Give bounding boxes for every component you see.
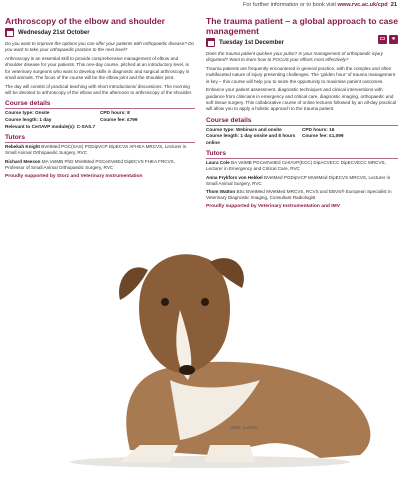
person-icon: ●	[389, 35, 398, 44]
tutor	[5, 159, 195, 171]
course-title: Arthroscopy of the elbow and shoulder	[5, 16, 165, 26]
course-title: The trauma patient – a global approach to case management	[206, 16, 398, 36]
course-intro: Does the trauma patient quicken your pulse? Is your management of orthopaedic injury disjointed? Want to learn how to FOCUS your efforts most effectively?	[206, 51, 383, 63]
course-length: Course length: 1 day	[5, 116, 52, 122]
course-date	[5, 28, 195, 37]
page-number: 21	[390, 2, 397, 8]
dog-nose	[179, 365, 195, 375]
tutor-name: Richard Meeson	[5, 158, 41, 164]
monitor-icon: ▭	[379, 36, 386, 42]
calendar-icon	[206, 38, 215, 47]
dog-paw	[120, 445, 178, 462]
date-text: Tuesday 1st December	[219, 39, 284, 46]
tutor	[5, 144, 195, 156]
tutor-name: Laura Cole	[206, 160, 230, 166]
header-url[interactable]: www.rvc.ac.uk/cpd	[337, 2, 388, 8]
tutor-credentials: BVetMed PGDipVCP MVetMed DipECVS MRCVS, Lecturer in Small Animal Surgery, RVC	[206, 174, 391, 186]
header-text	[243, 2, 397, 8]
course-type: Course type: Webinars and onsite	[206, 126, 282, 132]
course-format-icons	[378, 35, 398, 44]
tutor-credentials: BA VetMB PGCertVetEd CertAVP(ECC) DipACVECC DipECVECC MRCVS, Lecturer in Emergency and Critical Care, RVC	[206, 160, 386, 172]
header-info: For further information or to book visit	[242, 2, 336, 8]
cpd-hours: CPD hours: 16	[302, 126, 335, 132]
sponsor-note: Proudly supported by Veterinary Instrumentation and IMV	[206, 204, 340, 210]
tutor-credentials: MA VetMB PhD MVetMed PGCertVetEd DipECVS FHEA FRCVS, Professor of Small Animal Orthopaedic Surgery, RVC	[5, 158, 176, 170]
tutors-heading: Tutors	[206, 150, 398, 159]
tutor	[206, 189, 398, 201]
tutors-heading: Tutors	[5, 134, 195, 143]
tutor-name: Thom Watton	[206, 189, 236, 195]
tutor	[206, 175, 398, 187]
dog-eye	[201, 298, 209, 306]
course-date	[206, 38, 398, 47]
details-heading: Course details	[5, 100, 195, 109]
course-right	[206, 16, 398, 209]
course-type: Course type: Onsite	[5, 110, 50, 116]
course-paragraph: Trauma patients are frequently encountered in general practice, with the complex and often multifaceted nature of injury presenting challenges. The ‘golden hour’ of trauma management is key – this course will help you to seize the opportunity to maximise patient outcomes.	[206, 66, 396, 84]
cpd-hours: CPD hours: 8	[100, 110, 130, 116]
details-heading: Course details	[206, 117, 398, 126]
calendar-icon	[5, 28, 14, 37]
tutor-credentials: BSc BVetMed MVetMed MRCVS, RCVS and EBVS® European Specialist in Veterinary Diagnostic Imaging, Consultant Radiologist	[206, 189, 392, 201]
course-intro: Do you want to improve the options you can offer your patients with orthopaedic disease? Do you want to take your orthopaedic practice to the next level?	[5, 41, 194, 53]
photo-caption: Olive, Lurcher	[230, 425, 259, 430]
course-paragraph: Arthroscopy is an essential skill to provide comprehensive management of elbow and shoulder disease for your patients. This one-day course, pitched at an introductory level, is for veterinary surgeons who want to develop skills in diagnostic and surgical arthroscopy in small animals. The focus of the course will be the elbow joint and the shoulder joint.	[5, 56, 190, 80]
dog-photo	[60, 240, 400, 470]
course-details	[206, 127, 398, 147]
date-text: Wednesday 21st October	[18, 29, 90, 36]
tutor	[206, 160, 398, 172]
course-paragraph: The day will consist of practical teaching with short introductions/ discussions. The morning will be devoted to arthroscopy of the elbow and the afternoon to arthroscopy of the shoulder.	[5, 83, 193, 96]
course-fee: Course fee: £1,099	[302, 133, 344, 139]
dog-body	[126, 362, 370, 458]
dog-paw	[205, 445, 255, 462]
relevant-module: Relevant to CertAVP module(s): C-SAS.7	[5, 123, 96, 129]
tutor-credentials: BVetMed PGC(SAS) PGDipVCP DipECVS AFHEA MRCVS, Lecturer in Small Animal Orthopaedic Surgery, RVC	[5, 144, 187, 156]
course-details	[5, 110, 195, 130]
page-header	[0, 2, 403, 14]
course-length: Course length: 1 day onsite and 8 hours online	[206, 133, 296, 145]
course-paragraph: Enhance your patient assessment, diagnostic techniques and clinical interventions with guidance from clinicians in emergency and critical care, diagnostic imaging, orthopaedic and soft tissue surgery. This collaborative course of online lectures followed by an all-day practical will allow you to apply a holistic approach to the trauma patient.	[206, 87, 397, 112]
tutor-name: Rebekah Knight	[5, 144, 40, 150]
tutor-name: Anna Frykfors von Hekkel	[206, 174, 263, 180]
course-fee: Course fee: £799	[100, 116, 138, 122]
sponsor-note: Proudly supported by Storz and Veterinary Instrumentation	[5, 173, 143, 179]
course-left	[5, 16, 195, 179]
dog-eye	[161, 298, 169, 306]
